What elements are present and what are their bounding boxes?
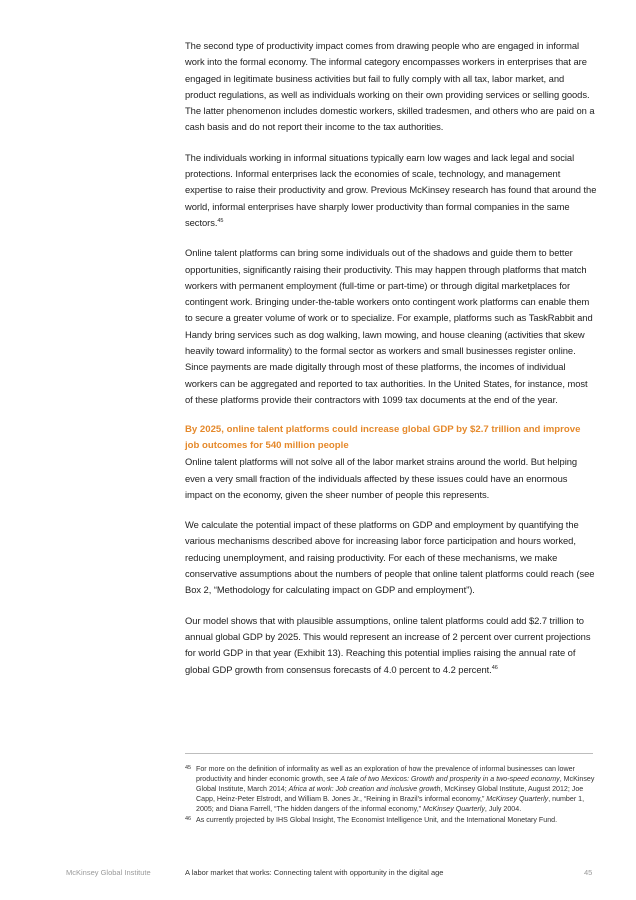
- footnote-divider: [185, 753, 593, 754]
- footer-publisher: McKinsey Global Institute: [66, 868, 151, 877]
- footnote-46: 46 As currently projected by IHS Global Insight, The Economist Intelligence Unit, and the International Monetary Fund.: [185, 816, 558, 825]
- footnote-45: 45 For more on the definition of informality as well as an exploration of how the prevalence of informal businesses can lower productivity and hinder economic growth, see A tale of two Mexicos: Growth and prosperity in a two-speed economy, McKinsey Global Institute, March 2014; Africa at work: Job creation and inclusive growth, McKinsey Global Institute, August 2012; Joe Capp, Heinz-Peter Elstrodt, and William B. Jones Jr., “Reining in Brazil’s informal economy,” McKinsey Quarterly, number 1, 2005; and Diana Farrell, “The hidden dangers of the informal economy,” McKinsey Quarterly, July 2004.: [185, 765, 595, 814]
- body-paragraph: Online talent platforms will not solve all of the labor market strains around the world. But helping even a very small fraction of the individuals affected by these issues could have an enormous impact on the economy, given the sheer number of people this represents.: [185, 456, 578, 500]
- footnotes: [185, 764, 597, 827]
- footer-report-title: A labor market that works: Connecting talent with opportunity in the digital age: [185, 868, 444, 877]
- footnote-ref-46: 46: [491, 664, 498, 671]
- footnote-ref-45: 45: [217, 217, 224, 224]
- main-content: [185, 38, 597, 692]
- body-paragraph: We calculate the potential impact of these platforms on GDP and employment by quantifying the various mechanisms described above for increasing labor force participation and hours worked, reducing unemployment, and raising productivity. For each of these mechanisms, we make conservative assumptions about the numbers of people that online talent platforms could reach (see Box 2, “Methodology for calculating impact on GDP and employment”).: [185, 519, 595, 596]
- body-paragraph: Our model shows that with plausible assumptions, online talent platforms could add $2.7 trillion to annual global GDP by 2025. This would represent an increase of 2 percent over current projections for world GDP in that year (Exhibit 13). Reaching this potential implies raising the annual rate of global GDP growth from consensus forecasts of 4.0 percent to 4.2 percent.$^{46}$: [185, 614, 591, 675]
- body-paragraph: Online talent platforms can bring some individuals out of the shadows and guide them to better opportunities, significantly raising their productivity. This may happen through platforms that match workers with permanent employment (full-time or part-time) or through digital marketplaces for contingent work. Bringing under-the-table workers onto contingent work platforms can enable them to secure a greater volume of work or to specialize. For example, platforms such as TaskRabbit and Handy bring services such as dog walking, lawn mowing, and house cleaning (activities that skew heavily toward informality) to the formal sector as workers and small businesses register online. Since payments are made digitally through most of these platforms, the incomes of individual workers can be aggregated and reported to tax authorities. In the United States, for instance, most of these platforms provide their contractors with 1099 tax documents at the end of the year.: [185, 247, 593, 405]
- body-paragraph: The individuals working in informal situations typically earn low wages and lack legal and social protections. Informal enterprises lack the economies of scale, technology, and management expertise to raise their productivity and grow. Previous McKinsey research has found that around the world, informal enterprises have sharply lower productivity than formal companies in the same sectors.$^{45}$: [185, 151, 597, 228]
- footnote-number: 45: [185, 765, 192, 771]
- body-paragraph: The second type of productivity impact comes from drawing people who are engaged in informal work into the formal economy. The informal category encompasses workers in enterprises that are engaged in legitimate business activities but fail to fully comply with all tax, labor market, and product regulations, as well as individuals working on their own providing services or selling goods. The latter phenomenon includes domestic workers, skilled tradesmen, and others who are paid on a cash basis and do not report their income to the tax authorities.: [185, 40, 595, 133]
- footnote-number: 46: [185, 816, 192, 823]
- page-number: 45: [584, 868, 593, 877]
- section-heading: By 2025, online talent platforms could increase global GDP by $2.7 trillion and improve job outcomes for 540 million people: [185, 424, 581, 452]
